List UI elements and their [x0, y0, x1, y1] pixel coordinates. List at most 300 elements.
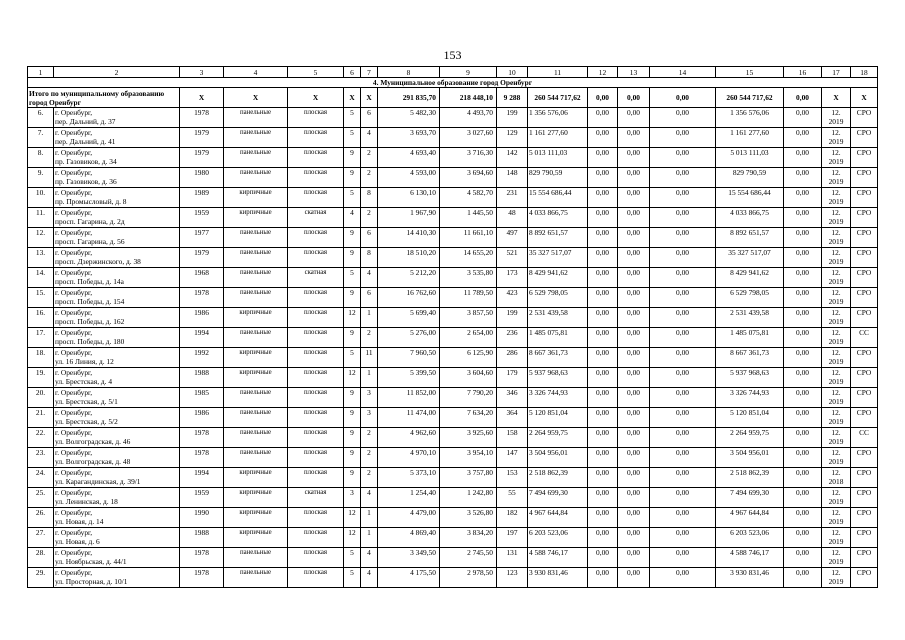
deadline-month: 12. — [831, 148, 841, 157]
table-row — [28, 148, 878, 168]
address-cell — [54, 528, 180, 548]
row-number: 26. — [28, 508, 54, 528]
total-area-cell: 4 962,60 — [378, 428, 440, 448]
entrances-cell: 2 — [361, 448, 378, 468]
value-cell: 0,00 — [618, 148, 650, 168]
roof-type-cell: плоская — [288, 308, 344, 328]
residents-cell: 48 — [497, 208, 528, 228]
address-city: г. Оренбург, — [55, 168, 93, 177]
residents-cell: 497 — [497, 228, 528, 248]
table-row — [28, 368, 878, 388]
total-cell: 0,00 — [618, 88, 650, 108]
column-number-cell: 14 — [650, 67, 716, 78]
row-number: 16. — [28, 308, 54, 328]
value-cell: 0,00 — [784, 348, 822, 368]
total-cost-cell: 5 120 851,04 — [528, 408, 588, 428]
residents-cell: 123 — [497, 568, 528, 588]
owner-funds-cell: 2 531 439,58 — [716, 308, 784, 328]
residents-cell: 197 — [497, 528, 528, 548]
build-year-cell: 1978 — [180, 568, 224, 588]
address-street: ул. Брестская, д. 5/1 — [55, 397, 118, 406]
value-cell: 0,00 — [650, 468, 716, 488]
wall-material-cell: кирпичные — [224, 188, 288, 208]
residents-cell: 199 — [497, 308, 528, 328]
residents-cell: 173 — [497, 268, 528, 288]
deadline-year: 2019 — [828, 577, 844, 586]
total-area-cell: 11 852,00 — [378, 388, 440, 408]
total-cost-cell: 2 531 439,58 — [528, 308, 588, 328]
deadline-cell — [822, 568, 851, 588]
table-row — [28, 528, 878, 548]
fund-type-cell: СРО — [851, 268, 878, 288]
deadline-year: 2019 — [828, 337, 844, 346]
value-cell: 0,00 — [650, 448, 716, 468]
row-number: 12. — [28, 228, 54, 248]
row-number: 27. — [28, 528, 54, 548]
column-number-cell: 18 — [851, 67, 878, 78]
deadline-year: 2019 — [828, 517, 844, 526]
value-cell: 0,00 — [588, 348, 618, 368]
owner-funds-cell: 7 494 699,30 — [716, 488, 784, 508]
address-cell — [54, 508, 180, 528]
table-row — [28, 168, 878, 188]
living-area-cell: 3 716,30 — [440, 148, 497, 168]
row-number: 29. — [28, 568, 54, 588]
owner-funds-cell: 3 326 744,93 — [716, 388, 784, 408]
owner-funds-cell: 1 356 576,06 — [716, 108, 784, 128]
living-area-cell: 7 634,20 — [440, 408, 497, 428]
living-area-cell: 6 125,90 — [440, 348, 497, 368]
residents-cell: 199 — [497, 108, 528, 128]
deadline-cell — [822, 448, 851, 468]
entrances-cell: 4 — [361, 268, 378, 288]
table-row — [28, 328, 878, 348]
value-cell: 0,00 — [650, 128, 716, 148]
table-row — [28, 468, 878, 488]
value-cell: 0,00 — [618, 428, 650, 448]
wall-material-cell: кирпичные — [224, 308, 288, 328]
deadline-cell — [822, 268, 851, 288]
value-cell: 0,00 — [650, 268, 716, 288]
deadline-cell — [822, 368, 851, 388]
value-cell: 0,00 — [618, 388, 650, 408]
entrances-cell: 1 — [361, 308, 378, 328]
row-number: 28. — [28, 548, 54, 568]
table-body — [28, 67, 878, 588]
build-year-cell: 1985 — [180, 388, 224, 408]
value-cell: 0,00 — [784, 468, 822, 488]
table-row — [28, 288, 878, 308]
column-number-cell: 2 — [54, 67, 180, 78]
living-area-cell: 4 493,70 — [440, 108, 497, 128]
total-cell: 9 288 — [497, 88, 528, 108]
owner-funds-cell: 35 327 517,07 — [716, 248, 784, 268]
roof-type-cell: скатная — [288, 488, 344, 508]
total-cell: 260 544 717,62 — [716, 88, 784, 108]
deadline-month: 12. — [831, 428, 841, 437]
value-cell: 0,00 — [588, 208, 618, 228]
total-area-cell: 14 410,30 — [378, 228, 440, 248]
value-cell: 0,00 — [588, 248, 618, 268]
deadline-month: 12. — [831, 228, 841, 237]
living-area-cell: 3 604,60 — [440, 368, 497, 388]
fund-type-cell: СРО — [851, 248, 878, 268]
total-area-cell: 5 276,00 — [378, 328, 440, 348]
owner-funds-cell: 2 264 959,75 — [716, 428, 784, 448]
total-area-cell: 3 349,50 — [378, 548, 440, 568]
total-cell: 0,00 — [588, 88, 618, 108]
build-year-cell: 1988 — [180, 528, 224, 548]
deadline-month: 12. — [831, 288, 841, 297]
total-area-cell: 4 593,00 — [378, 168, 440, 188]
living-area-cell: 11 789,50 — [440, 288, 497, 308]
value-cell: 0,00 — [618, 448, 650, 468]
deadline-cell — [822, 188, 851, 208]
deadline-year: 2019 — [828, 377, 844, 386]
entrances-cell: 3 — [361, 408, 378, 428]
deadline-year: 2019 — [828, 317, 844, 326]
value-cell: 0,00 — [650, 248, 716, 268]
address-cell — [54, 228, 180, 248]
address-street: пер. Дальний, д. 37 — [55, 117, 116, 126]
deadline-year: 2019 — [828, 437, 844, 446]
total-area-cell: 18 510,20 — [378, 248, 440, 268]
value-cell: 0,00 — [650, 368, 716, 388]
owner-funds-cell: 3 930 831,46 — [716, 568, 784, 588]
fund-type-cell: СРО — [851, 128, 878, 148]
entrances-cell: 2 — [361, 208, 378, 228]
entrances-cell: 4 — [361, 488, 378, 508]
value-cell: 0,00 — [618, 128, 650, 148]
owner-funds-cell: 6 203 523,06 — [716, 528, 784, 548]
roof-type-cell: плоская — [288, 188, 344, 208]
build-year-cell: 1979 — [180, 248, 224, 268]
total-area-cell: 7 960,50 — [378, 348, 440, 368]
table-row — [28, 348, 878, 368]
fund-type-cell: СРО — [851, 288, 878, 308]
value-cell: 0,00 — [784, 168, 822, 188]
deadline-year: 2019 — [828, 157, 844, 166]
deadline-month: 12. — [831, 548, 841, 557]
roof-type-cell: плоская — [288, 468, 344, 488]
roof-type-cell: плоская — [288, 448, 344, 468]
table-row — [28, 408, 878, 428]
entrances-cell: 4 — [361, 568, 378, 588]
roof-type-cell: плоская — [288, 408, 344, 428]
fund-type-cell: СС — [851, 328, 878, 348]
value-cell: 0,00 — [588, 468, 618, 488]
owner-funds-cell: 5 120 851,04 — [716, 408, 784, 428]
value-cell: 0,00 — [784, 548, 822, 568]
owner-funds-cell: 2 518 862,39 — [716, 468, 784, 488]
address-cell — [54, 328, 180, 348]
address-city: г. Оренбург, — [55, 508, 93, 517]
roof-type-cell: плоская — [288, 128, 344, 148]
row-number: 20. — [28, 388, 54, 408]
deadline-cell — [822, 148, 851, 168]
wall-material-cell: панельные — [224, 448, 288, 468]
total-cell: 260 544 717,62 — [528, 88, 588, 108]
wall-material-cell: кирпичные — [224, 208, 288, 228]
value-cell: 0,00 — [588, 268, 618, 288]
page-number: 153 — [443, 48, 462, 62]
address-cell — [54, 428, 180, 448]
address-cell — [54, 188, 180, 208]
residents-cell: 148 — [497, 168, 528, 188]
deadline-month: 12. — [831, 348, 841, 357]
row-number: 19. — [28, 368, 54, 388]
total-cost-cell: 2 264 959,75 — [528, 428, 588, 448]
living-area-cell: 1 242,80 — [440, 488, 497, 508]
table-row — [28, 448, 878, 468]
floors-cell: 9 — [344, 148, 361, 168]
deadline-month: 12. — [831, 128, 841, 137]
wall-material-cell: кирпичные — [224, 348, 288, 368]
deadline-cell — [822, 168, 851, 188]
residents-cell: 182 — [497, 508, 528, 528]
total-cost-cell: 5 937 968,63 — [528, 368, 588, 388]
value-cell: 0,00 — [650, 288, 716, 308]
address-city: г. Оренбург, — [55, 408, 93, 417]
row-number: 15. — [28, 288, 54, 308]
living-area-cell: 3 694,60 — [440, 168, 497, 188]
value-cell: 0,00 — [650, 308, 716, 328]
fund-type-cell: СРО — [851, 228, 878, 248]
total-area-cell: 5 212,20 — [378, 268, 440, 288]
residents-cell: 231 — [497, 188, 528, 208]
address-city: г. Оренбург, — [55, 288, 93, 297]
value-cell: 0,00 — [618, 368, 650, 388]
deadline-month: 12. — [831, 508, 841, 517]
residents-cell: 521 — [497, 248, 528, 268]
value-cell: 0,00 — [588, 108, 618, 128]
address-cell — [54, 568, 180, 588]
value-cell: 0,00 — [784, 368, 822, 388]
residents-cell: 158 — [497, 428, 528, 448]
floors-cell: 9 — [344, 168, 361, 188]
build-year-cell: 1978 — [180, 108, 224, 128]
value-cell: 0,00 — [618, 508, 650, 528]
total-row — [28, 88, 878, 108]
build-year-cell: 1959 — [180, 488, 224, 508]
value-cell: 0,00 — [784, 388, 822, 408]
table-row — [28, 548, 878, 568]
total-cost-cell: 6 203 523,06 — [528, 528, 588, 548]
owner-funds-cell: 6 529 798,05 — [716, 288, 784, 308]
living-area-cell: 14 655,20 — [440, 248, 497, 268]
build-year-cell: 1992 — [180, 348, 224, 368]
value-cell: 0,00 — [784, 428, 822, 448]
deadline-cell — [822, 248, 851, 268]
living-area-cell: 7 790,20 — [440, 388, 497, 408]
floors-cell: 5 — [344, 348, 361, 368]
living-area-cell: 3 834,20 — [440, 528, 497, 548]
total-area-cell: 11 474,00 — [378, 408, 440, 428]
value-cell: 0,00 — [618, 328, 650, 348]
build-year-cell: 1959 — [180, 208, 224, 228]
build-year-cell: 1989 — [180, 188, 224, 208]
build-year-cell: 1978 — [180, 448, 224, 468]
value-cell: 0,00 — [588, 168, 618, 188]
total-cell: X — [288, 88, 344, 108]
deadline-year: 2019 — [828, 277, 844, 286]
roof-type-cell: скатная — [288, 268, 344, 288]
deadline-cell — [822, 108, 851, 128]
build-year-cell: 1994 — [180, 468, 224, 488]
value-cell: 0,00 — [618, 168, 650, 188]
address-street: просп. Победы, д. 154 — [55, 297, 125, 306]
address-street: ул. Волгоградская, д. 46 — [55, 437, 131, 446]
build-year-cell: 1979 — [180, 148, 224, 168]
value-cell: 0,00 — [588, 188, 618, 208]
build-year-cell: 1978 — [180, 548, 224, 568]
residents-cell: 286 — [497, 348, 528, 368]
total-area-cell: 5 482,30 — [378, 108, 440, 128]
wall-material-cell: кирпичные — [224, 468, 288, 488]
total-area-cell: 16 762,60 — [378, 288, 440, 308]
total-area-cell: 5 373,10 — [378, 468, 440, 488]
wall-material-cell: панельные — [224, 148, 288, 168]
address-street: ул. Волгоградская, д. 48 — [55, 457, 131, 466]
total-cost-cell: 3 930 831,46 — [528, 568, 588, 588]
deadline-month: 12. — [831, 168, 841, 177]
deadline-month: 12. — [831, 468, 841, 477]
build-year-cell: 1968 — [180, 268, 224, 288]
floors-cell: 5 — [344, 548, 361, 568]
column-number-cell: 6 — [344, 67, 361, 78]
address-street: ул. Новая, д. 14 — [55, 517, 104, 526]
deadline-month: 12. — [831, 108, 841, 117]
roof-type-cell: плоская — [288, 428, 344, 448]
total-area-cell: 5 699,40 — [378, 308, 440, 328]
value-cell: 0,00 — [784, 128, 822, 148]
address-cell — [54, 168, 180, 188]
owner-funds-cell: 1 485 075,81 — [716, 328, 784, 348]
deadline-cell — [822, 308, 851, 328]
build-year-cell: 1980 — [180, 168, 224, 188]
section-row — [28, 78, 878, 88]
total-area-cell: 3 693,70 — [378, 128, 440, 148]
entrances-cell: 2 — [361, 168, 378, 188]
column-number-cell: 16 — [784, 67, 822, 78]
table-row — [28, 268, 878, 288]
address-street: просп. Победы, д. 180 — [55, 337, 125, 346]
living-area-cell: 1 445,50 — [440, 208, 497, 228]
deadline-year: 2019 — [828, 297, 844, 306]
deadline-year: 2019 — [828, 237, 844, 246]
column-number-cell: 11 — [528, 67, 588, 78]
entrances-cell: 8 — [361, 188, 378, 208]
address-cell — [54, 348, 180, 368]
table-row — [28, 508, 878, 528]
wall-material-cell: панельные — [224, 248, 288, 268]
total-cost-cell: 4 033 866,75 — [528, 208, 588, 228]
address-street: пр. Промысловый, д. 8 — [55, 197, 127, 206]
entrances-cell: 11 — [361, 348, 378, 368]
fund-type-cell: СРО — [851, 208, 878, 228]
floors-cell: 9 — [344, 288, 361, 308]
deadline-month: 12. — [831, 388, 841, 397]
column-number-cell: 15 — [716, 67, 784, 78]
address-city: г. Оренбург, — [55, 488, 93, 497]
address-cell — [54, 148, 180, 168]
address-city: г. Оренбург, — [55, 348, 93, 357]
floors-cell: 5 — [344, 108, 361, 128]
row-number: 24. — [28, 468, 54, 488]
total-cell: 0,00 — [784, 88, 822, 108]
residents-cell: 364 — [497, 408, 528, 428]
table-row — [28, 308, 878, 328]
address-city: г. Оренбург, — [55, 248, 93, 257]
build-year-cell: 1986 — [180, 308, 224, 328]
table-row — [28, 208, 878, 228]
value-cell: 0,00 — [784, 228, 822, 248]
fund-type-cell: СРО — [851, 308, 878, 328]
total-cell: X — [822, 88, 851, 108]
living-area-cell: 2 654,00 — [440, 328, 497, 348]
fund-type-cell: СРО — [851, 408, 878, 428]
table-row — [28, 388, 878, 408]
floors-cell: 12 — [344, 368, 361, 388]
build-year-cell: 1978 — [180, 428, 224, 448]
table-row — [28, 108, 878, 128]
row-number: 23. — [28, 448, 54, 468]
floors-cell: 9 — [344, 408, 361, 428]
deadline-month: 12. — [831, 328, 841, 337]
total-area-cell: 1 967,90 — [378, 208, 440, 228]
housing-repair-table — [27, 66, 878, 588]
value-cell: 0,00 — [588, 128, 618, 148]
deadline-month: 12. — [831, 448, 841, 457]
address-city: г. Оренбург, — [55, 188, 93, 197]
entrances-cell: 2 — [361, 148, 378, 168]
value-cell: 0,00 — [784, 208, 822, 228]
entrances-cell: 8 — [361, 248, 378, 268]
owner-funds-cell: 8 429 941,62 — [716, 268, 784, 288]
floors-cell: 5 — [344, 268, 361, 288]
address-cell — [54, 268, 180, 288]
total-cost-cell: 8 429 941,62 — [528, 268, 588, 288]
deadline-cell — [822, 228, 851, 248]
wall-material-cell: панельные — [224, 328, 288, 348]
address-city: г. Оренбург, — [55, 448, 93, 457]
row-number: 8. — [28, 148, 54, 168]
value-cell: 0,00 — [650, 548, 716, 568]
value-cell: 0,00 — [618, 268, 650, 288]
build-year-cell: 1990 — [180, 508, 224, 528]
address-street: просп. Победы, д. 162 — [55, 317, 125, 326]
column-number-cell: 5 — [288, 67, 344, 78]
value-cell: 0,00 — [784, 568, 822, 588]
roof-type-cell: плоская — [288, 348, 344, 368]
living-area-cell: 3 535,80 — [440, 268, 497, 288]
roof-type-cell: плоская — [288, 568, 344, 588]
total-area-cell: 6 130,10 — [378, 188, 440, 208]
fund-type-cell: СРО — [851, 108, 878, 128]
entrances-cell: 2 — [361, 428, 378, 448]
value-cell: 0,00 — [650, 428, 716, 448]
fund-type-cell: СРО — [851, 348, 878, 368]
roof-type-cell: плоская — [288, 148, 344, 168]
wall-material-cell: кирпичные — [224, 488, 288, 508]
row-number: 22. — [28, 428, 54, 448]
total-area-cell: 4 175,50 — [378, 568, 440, 588]
value-cell: 0,00 — [588, 408, 618, 428]
table-row — [28, 488, 878, 508]
address-cell — [54, 388, 180, 408]
deadline-cell — [822, 508, 851, 528]
section-title: 4. Муниципальное образование город Оренбург — [28, 78, 878, 88]
